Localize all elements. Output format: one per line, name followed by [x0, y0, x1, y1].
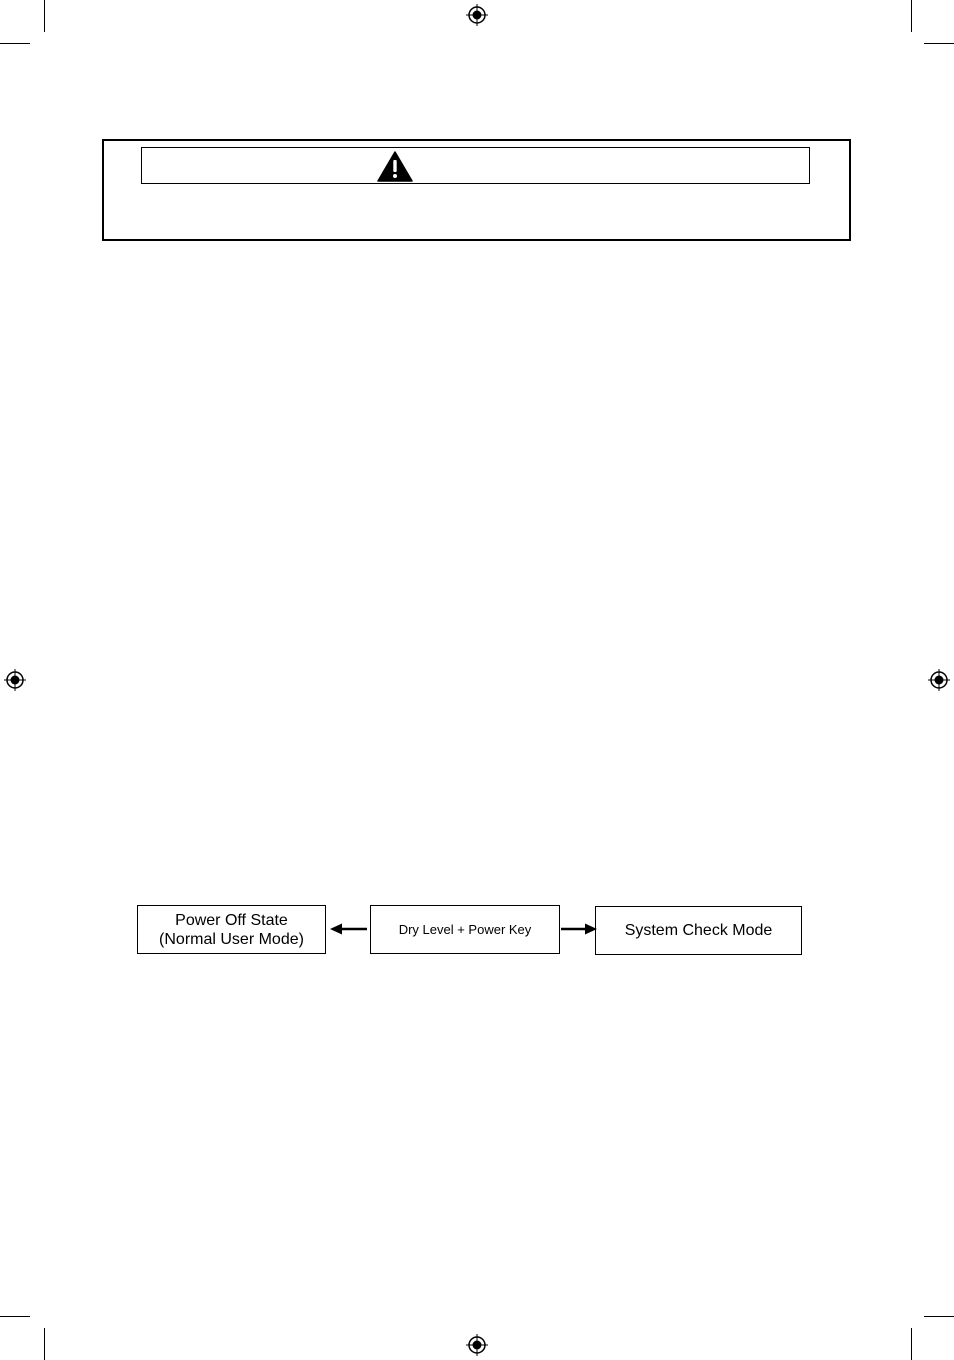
- dry-level-power-key-box: [370, 905, 560, 954]
- crop-mark-bottom-left-horizontal: [0, 1316, 30, 1317]
- registration-mark-top-icon: [466, 4, 488, 26]
- crop-mark-bottom-right-horizontal: [924, 1316, 954, 1317]
- arrow-left-icon: [330, 923, 368, 935]
- system-check-mode-box: [595, 906, 802, 955]
- power-off-state-label: Power Off State: [175, 911, 288, 929]
- warning-triangle-icon: [377, 151, 413, 182]
- crop-mark-top-right-horizontal: [924, 43, 954, 44]
- arrow-right-icon: [560, 923, 598, 935]
- crop-mark-top-left-horizontal: [0, 43, 30, 44]
- normal-user-mode-label: (Normal User Mode): [159, 930, 304, 948]
- dry-level-power-key-label: Dry Level + Power Key: [398, 922, 532, 937]
- crop-mark-top-left-vertical: [44, 0, 45, 32]
- registration-mark-left-icon: [4, 669, 26, 691]
- warning-header-bar: [141, 147, 810, 184]
- crop-mark-top-right-vertical: [911, 0, 912, 32]
- system-check-mode-label: System Check Mode: [624, 922, 773, 939]
- power-off-state-box: [137, 905, 326, 954]
- registration-mark-right-icon: [928, 669, 950, 691]
- crop-mark-bottom-right-vertical: [911, 1328, 912, 1360]
- registration-mark-bottom-icon: [466, 1334, 488, 1356]
- crop-mark-bottom-left-vertical: [44, 1328, 45, 1360]
